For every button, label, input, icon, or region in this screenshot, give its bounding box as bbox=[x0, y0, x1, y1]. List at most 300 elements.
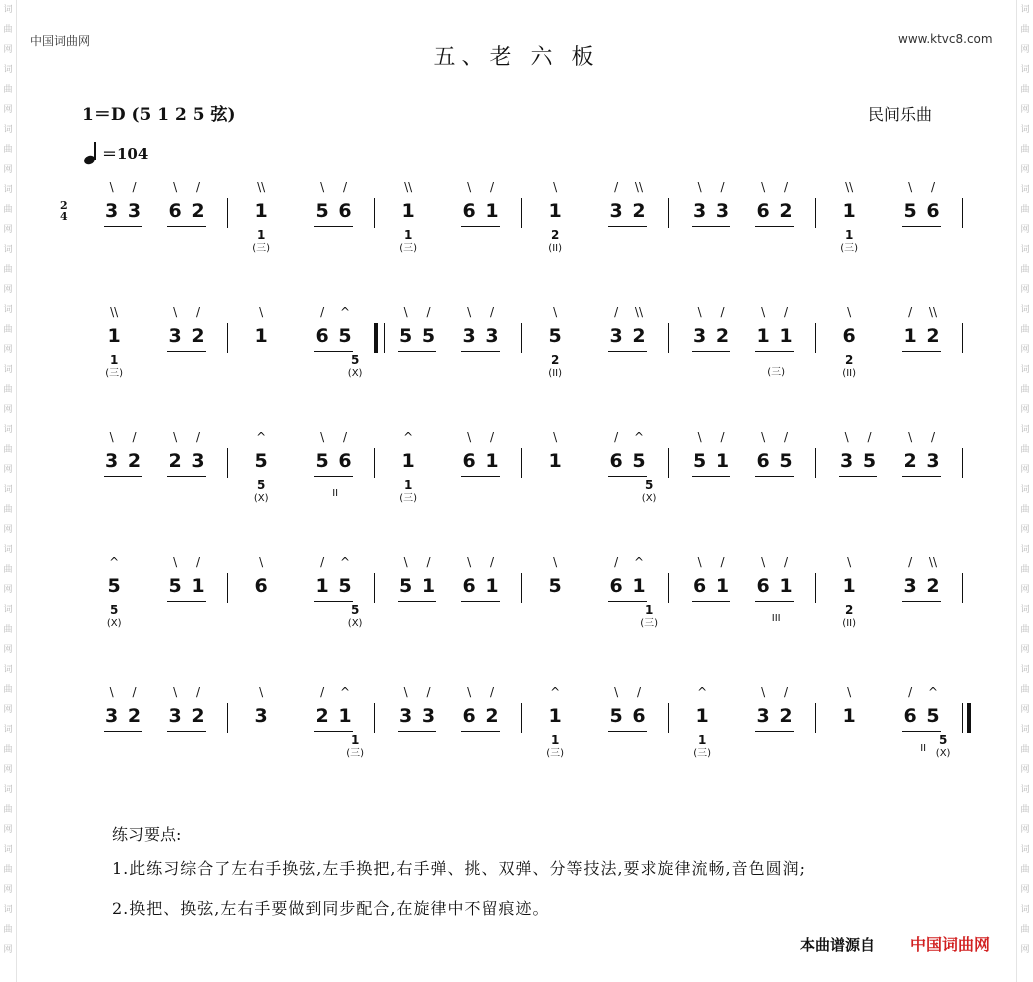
note: 2 bbox=[485, 705, 499, 727]
beam-line bbox=[461, 226, 500, 227]
bass-note-number: 1 bbox=[109, 353, 119, 367]
note: 2 bbox=[168, 450, 182, 472]
barline bbox=[668, 573, 669, 603]
bowing-mark: ^ bbox=[109, 555, 120, 569]
note: 3 bbox=[692, 325, 707, 347]
bowing-mark: \\ bbox=[845, 180, 854, 194]
side-watermark-left: 词曲网词曲网词曲网词曲网词曲网词曲网词曲网词曲网词曲网词曲网词曲网词曲网词曲网词曲网词曲网词曲网 bbox=[0, 0, 17, 982]
bowing-mark: / bbox=[908, 555, 913, 569]
beam-line bbox=[314, 351, 353, 352]
note: 3 bbox=[168, 325, 182, 347]
note: 5 bbox=[254, 450, 268, 472]
note: 1 bbox=[338, 705, 352, 727]
note: 3 bbox=[485, 325, 499, 347]
beam-line bbox=[167, 731, 206, 732]
bowing-mark: \ bbox=[259, 685, 264, 699]
note: 6 bbox=[842, 325, 856, 347]
bass-fingering: (X) bbox=[106, 618, 122, 629]
bass-fingering: (三) bbox=[399, 493, 418, 504]
barline bbox=[668, 448, 669, 478]
beam-line bbox=[839, 476, 878, 477]
note: 1 bbox=[756, 325, 770, 347]
bowing-mark: / bbox=[489, 685, 494, 699]
barline bbox=[521, 703, 522, 733]
barline bbox=[374, 703, 375, 733]
bass-fingering: (三) bbox=[252, 243, 271, 254]
note: 5 bbox=[632, 450, 646, 472]
measure bbox=[676, 555, 823, 665]
beam-line bbox=[167, 351, 206, 352]
note: 5 bbox=[107, 575, 121, 597]
note: 1 bbox=[779, 325, 793, 347]
bass-note-number: 2 bbox=[844, 603, 854, 617]
note: 6 bbox=[609, 450, 623, 472]
bowing-mark: / bbox=[132, 685, 137, 699]
bass-note bbox=[634, 478, 664, 506]
bowing-mark: / bbox=[783, 555, 788, 569]
note: 3 bbox=[609, 200, 623, 222]
barline bbox=[668, 198, 669, 228]
beam-line bbox=[461, 351, 500, 352]
measure bbox=[88, 555, 235, 665]
bass-note bbox=[340, 603, 370, 631]
barline bbox=[962, 323, 963, 353]
bowing-mark: / bbox=[132, 430, 137, 444]
beam-line bbox=[104, 476, 143, 477]
bowing-mark: \ bbox=[697, 555, 702, 569]
bowing-mark: \ bbox=[403, 555, 408, 569]
note: 3 bbox=[926, 450, 940, 472]
bowing-mark: \ bbox=[109, 685, 114, 699]
bowing-mark: \ bbox=[761, 305, 766, 319]
measure bbox=[823, 430, 970, 540]
bowing-mark: \ bbox=[320, 180, 325, 194]
beam-line bbox=[692, 601, 731, 602]
note: 1 bbox=[842, 200, 856, 222]
bowing-mark: \ bbox=[173, 305, 178, 319]
note: 3 bbox=[839, 450, 854, 472]
note: 1 bbox=[903, 325, 917, 347]
beam-line bbox=[692, 476, 731, 477]
note: 1 bbox=[548, 450, 562, 472]
note: 1 bbox=[315, 575, 329, 597]
note: 1 bbox=[548, 705, 562, 727]
note: 2 bbox=[632, 200, 646, 222]
bowing-mark: \ bbox=[173, 430, 178, 444]
note: 6 bbox=[926, 200, 940, 222]
bowing-mark: / bbox=[614, 305, 619, 319]
bowing-mark: ^ bbox=[403, 430, 414, 444]
note: 2 bbox=[926, 325, 940, 347]
note: 6 bbox=[315, 325, 329, 347]
bass-fingering: (三) bbox=[105, 368, 124, 379]
time-signature-top: 2 bbox=[60, 199, 68, 212]
barline bbox=[374, 573, 375, 603]
bowing-mark: \ bbox=[320, 430, 325, 444]
note: 5 bbox=[692, 450, 707, 472]
measure bbox=[823, 555, 970, 665]
note: 5 bbox=[398, 575, 413, 597]
bowing-mark: \ bbox=[467, 555, 472, 569]
note: 1 bbox=[107, 325, 121, 347]
note: 3 bbox=[462, 325, 476, 347]
note: 2 bbox=[191, 705, 205, 727]
barline bbox=[374, 448, 375, 478]
beam-line bbox=[755, 351, 794, 352]
bowing-mark: / bbox=[342, 180, 347, 194]
note: 5 bbox=[926, 705, 940, 727]
barline bbox=[815, 198, 816, 228]
time-signature-bottom: 4 bbox=[60, 210, 68, 223]
bowing-mark: \ bbox=[761, 555, 766, 569]
bowing-mark: / bbox=[489, 180, 494, 194]
score-row bbox=[60, 685, 980, 795]
bowing-mark: \\ bbox=[110, 305, 119, 319]
bass-note bbox=[540, 353, 570, 381]
bass-note-number: 1 bbox=[256, 228, 266, 242]
bowing-mark: / bbox=[320, 685, 325, 699]
beam-line bbox=[902, 476, 941, 477]
note: 1 bbox=[715, 575, 730, 597]
fingering-mark: II bbox=[920, 743, 927, 754]
note: 6 bbox=[756, 575, 770, 597]
beam-line bbox=[755, 731, 794, 732]
barline bbox=[815, 323, 816, 353]
bass-note bbox=[687, 733, 717, 761]
note: 6 bbox=[168, 200, 182, 222]
bowing-mark: \ bbox=[697, 180, 702, 194]
note: 2 bbox=[926, 575, 940, 597]
bowing-mark: \ bbox=[697, 430, 702, 444]
measure bbox=[88, 305, 235, 415]
measure bbox=[529, 430, 676, 540]
bass-fingering: (II) bbox=[842, 368, 856, 379]
bass-fingering: (三) bbox=[693, 748, 712, 759]
bowing-mark: / bbox=[489, 430, 494, 444]
bass-note-number: 5 bbox=[256, 478, 266, 492]
note: 6 bbox=[338, 450, 352, 472]
barline bbox=[227, 198, 228, 228]
note: 5 bbox=[421, 325, 436, 347]
bowing-mark: \ bbox=[403, 305, 408, 319]
barline bbox=[815, 448, 816, 478]
measure bbox=[529, 555, 676, 665]
measure bbox=[382, 555, 529, 665]
barline bbox=[815, 703, 816, 733]
bowing-mark: \ bbox=[761, 685, 766, 699]
bowing-mark: \\ bbox=[634, 180, 644, 194]
bowing-mark: \ bbox=[908, 180, 913, 194]
bowing-mark: / bbox=[783, 430, 788, 444]
note: 1 bbox=[254, 200, 268, 222]
bass-note-number: 1 bbox=[403, 478, 413, 492]
note: 5 bbox=[609, 705, 623, 727]
bowing-mark: ^ bbox=[256, 430, 267, 444]
bowing-mark: / bbox=[867, 430, 872, 444]
bass-fingering: (II) bbox=[548, 368, 562, 379]
beam-line bbox=[608, 476, 647, 477]
bowing-mark: \ bbox=[908, 430, 913, 444]
bowing-mark: ^ bbox=[697, 685, 708, 699]
bass-note bbox=[834, 228, 864, 256]
bowing-mark: \ bbox=[467, 180, 472, 194]
bowing-mark: / bbox=[320, 555, 325, 569]
bowing-mark: \ bbox=[173, 555, 178, 569]
note: 6 bbox=[254, 575, 268, 597]
note: 1 bbox=[401, 200, 415, 222]
bowing-mark: / bbox=[720, 430, 725, 444]
bowing-mark: ^ bbox=[633, 555, 644, 569]
note: 1 bbox=[842, 705, 856, 727]
bowing-mark: / bbox=[195, 180, 200, 194]
bowing-mark: \ bbox=[259, 305, 264, 319]
watermark-url[interactable]: www.ktvc8.com bbox=[898, 32, 993, 46]
score-row bbox=[60, 180, 980, 290]
note: 2 bbox=[715, 325, 730, 347]
beam-line bbox=[314, 601, 353, 602]
note: 2 bbox=[779, 705, 793, 727]
bowing-mark: / bbox=[195, 555, 200, 569]
bowing-mark: \ bbox=[109, 180, 114, 194]
measure bbox=[235, 430, 382, 540]
note: 5 bbox=[548, 325, 562, 347]
bowing-mark: / bbox=[930, 180, 935, 194]
bass-note-number: 5 bbox=[350, 353, 360, 367]
genre-label: 民间乐曲 bbox=[868, 105, 933, 124]
bass-fingering: (三) bbox=[346, 748, 365, 759]
barline bbox=[227, 448, 228, 478]
bowing-mark: ^ bbox=[339, 685, 350, 699]
note: 2 bbox=[779, 200, 793, 222]
score-title: 五、老 六 板 bbox=[433, 45, 600, 70]
bowing-mark: ^ bbox=[633, 430, 644, 444]
bowing-mark: ^ bbox=[339, 305, 350, 319]
bowing-mark: / bbox=[783, 180, 788, 194]
bowing-mark: \ bbox=[847, 305, 852, 319]
bass-note-number: 5 bbox=[938, 733, 948, 747]
beam-line bbox=[167, 601, 206, 602]
note: 2 bbox=[127, 705, 142, 727]
measure bbox=[529, 305, 676, 415]
note: 3 bbox=[421, 705, 436, 727]
note: 5 bbox=[338, 325, 352, 347]
beam-line bbox=[608, 731, 647, 732]
barline bbox=[227, 703, 228, 733]
practice-point-2: 2.换把、换弦,左右手要做到同步配合,在旋律中不留痕迹。 bbox=[112, 899, 550, 918]
beam-line bbox=[902, 351, 941, 352]
side-watermark-right: 词曲网词曲网词曲网词曲网词曲网词曲网词曲网词曲网词曲网词曲网词曲网词曲网词曲网词曲网词曲网词曲网 bbox=[1016, 0, 1033, 982]
bass-note-number: 1 bbox=[844, 228, 854, 242]
note: 6 bbox=[756, 450, 770, 472]
note: 1 bbox=[485, 575, 499, 597]
fingering-mark: II bbox=[332, 488, 339, 499]
measure bbox=[235, 555, 382, 665]
note: 2 bbox=[903, 450, 917, 472]
bowing-mark: \\ bbox=[928, 555, 938, 569]
bass-note-number: 1 bbox=[403, 228, 413, 242]
bass-note-number: 5 bbox=[644, 478, 654, 492]
bowing-mark: \ bbox=[553, 430, 558, 444]
measure bbox=[823, 685, 970, 795]
key-signature: 1＝D (5 1 2 5 弦) bbox=[82, 105, 236, 125]
bowing-mark: / bbox=[720, 305, 725, 319]
tempo-value: ＝104 bbox=[102, 145, 149, 163]
note: 3 bbox=[104, 705, 119, 727]
beam-line bbox=[167, 226, 206, 227]
bass-note bbox=[99, 603, 129, 631]
measure bbox=[382, 430, 529, 540]
note: 6 bbox=[692, 575, 707, 597]
measure bbox=[88, 180, 235, 290]
bowing-mark: \ bbox=[844, 430, 849, 444]
bass-fingering: (三) bbox=[640, 618, 659, 629]
measure bbox=[382, 180, 529, 290]
bass-fingering: (X) bbox=[347, 368, 363, 379]
bass-note bbox=[834, 353, 864, 381]
measure bbox=[676, 180, 823, 290]
score-row bbox=[60, 430, 980, 540]
note: 3 bbox=[168, 705, 182, 727]
note: 6 bbox=[756, 200, 770, 222]
note: 2 bbox=[632, 325, 646, 347]
bowing-mark: / bbox=[614, 180, 619, 194]
note: 3 bbox=[692, 200, 707, 222]
beam-line bbox=[902, 226, 941, 227]
bass-note bbox=[340, 733, 370, 761]
bass-fingering: (II) bbox=[548, 243, 562, 254]
note: 6 bbox=[462, 450, 476, 472]
bass-note-number: 5 bbox=[109, 603, 119, 617]
measure bbox=[382, 305, 529, 415]
note: 6 bbox=[609, 575, 623, 597]
beam-line bbox=[755, 476, 794, 477]
bowing-mark: / bbox=[783, 685, 788, 699]
bass-fingering: (X) bbox=[641, 493, 657, 504]
barline bbox=[227, 323, 228, 353]
bass-note bbox=[246, 228, 276, 256]
bowing-mark: \ bbox=[553, 555, 558, 569]
bass-note-number: 2 bbox=[550, 228, 560, 242]
beam-line bbox=[692, 351, 731, 352]
note: 5 bbox=[398, 325, 413, 347]
bowing-mark: \ bbox=[403, 685, 408, 699]
bowing-mark: \ bbox=[761, 430, 766, 444]
bowing-mark: / bbox=[930, 430, 935, 444]
bowing-mark: ^ bbox=[927, 685, 938, 699]
beam-line bbox=[755, 601, 794, 602]
practice-heading: 练习要点: bbox=[112, 825, 182, 844]
measure bbox=[235, 685, 382, 795]
bass-fingering: (II) bbox=[842, 618, 856, 629]
barline bbox=[668, 703, 669, 733]
beam-line bbox=[608, 601, 647, 602]
score-row bbox=[60, 305, 980, 415]
bowing-mark: / bbox=[908, 685, 913, 699]
note: 6 bbox=[338, 200, 352, 222]
bowing-mark: \ bbox=[173, 685, 178, 699]
bass-note bbox=[540, 733, 570, 761]
note: 6 bbox=[462, 575, 476, 597]
barline bbox=[668, 323, 669, 353]
bowing-mark: / bbox=[636, 685, 641, 699]
barline bbox=[962, 573, 963, 603]
beam-line bbox=[398, 601, 437, 602]
bass-note-number: 1 bbox=[697, 733, 707, 747]
bowing-mark: / bbox=[908, 305, 913, 319]
fingering-mark: (三) bbox=[767, 367, 786, 378]
time-signature bbox=[60, 200, 68, 222]
bass-note-number: 1 bbox=[644, 603, 654, 617]
bass-fingering: (X) bbox=[935, 748, 951, 759]
measure bbox=[676, 685, 823, 795]
note: 5 bbox=[315, 200, 329, 222]
measure bbox=[529, 685, 676, 795]
note: 1 bbox=[779, 575, 793, 597]
bass-fingering: (三) bbox=[546, 748, 565, 759]
barline bbox=[962, 198, 963, 228]
bowing-mark: / bbox=[614, 430, 619, 444]
note: 3 bbox=[903, 575, 917, 597]
beam-line bbox=[314, 226, 353, 227]
bowing-mark: / bbox=[132, 180, 137, 194]
bass-note bbox=[393, 478, 423, 506]
beam-line bbox=[461, 601, 500, 602]
note: 5 bbox=[903, 200, 917, 222]
bowing-mark: / bbox=[720, 180, 725, 194]
note: 1 bbox=[715, 450, 730, 472]
note: 1 bbox=[485, 200, 499, 222]
source-site-link[interactable]: 中国词曲网 bbox=[910, 935, 991, 954]
note: 5 bbox=[338, 575, 352, 597]
bass-note-number: 5 bbox=[350, 603, 360, 617]
bowing-mark: \ bbox=[553, 305, 558, 319]
bass-note-number: 1 bbox=[550, 733, 560, 747]
note: 5 bbox=[548, 575, 562, 597]
beam-line bbox=[398, 351, 437, 352]
bowing-mark: / bbox=[195, 305, 200, 319]
bass-note bbox=[834, 603, 864, 631]
practice-point-1: 1.此练习综合了左右手换弦,左手换把,右手弹、挑、双弹、分等技法,要求旋律流畅,音色圆润; bbox=[112, 859, 807, 878]
bowing-mark: \ bbox=[761, 180, 766, 194]
beam-line bbox=[608, 226, 647, 227]
fingering-mark: III bbox=[771, 613, 781, 624]
barline bbox=[521, 323, 522, 353]
bowing-mark: \\ bbox=[634, 305, 644, 319]
bass-note bbox=[393, 228, 423, 256]
bowing-mark: \ bbox=[259, 555, 264, 569]
measure bbox=[235, 305, 382, 415]
measure bbox=[382, 685, 529, 795]
note: 3 bbox=[104, 200, 119, 222]
bass-note bbox=[634, 603, 664, 631]
bowing-mark: \ bbox=[697, 305, 702, 319]
bowing-mark: \ bbox=[467, 430, 472, 444]
note: 3 bbox=[127, 200, 142, 222]
note: 3 bbox=[104, 450, 119, 472]
bowing-mark: / bbox=[614, 555, 619, 569]
measure bbox=[88, 430, 235, 540]
bowing-mark: ^ bbox=[550, 685, 561, 699]
beam-line bbox=[314, 476, 353, 477]
watermark-site-name: 中国词曲网 bbox=[30, 34, 91, 48]
barline bbox=[374, 198, 375, 228]
beam-line bbox=[104, 226, 143, 227]
bass-note-number: 2 bbox=[844, 353, 854, 367]
bowing-mark: \\ bbox=[257, 180, 266, 194]
bowing-mark: / bbox=[320, 305, 325, 319]
score-row bbox=[60, 555, 980, 665]
measure bbox=[676, 305, 823, 415]
